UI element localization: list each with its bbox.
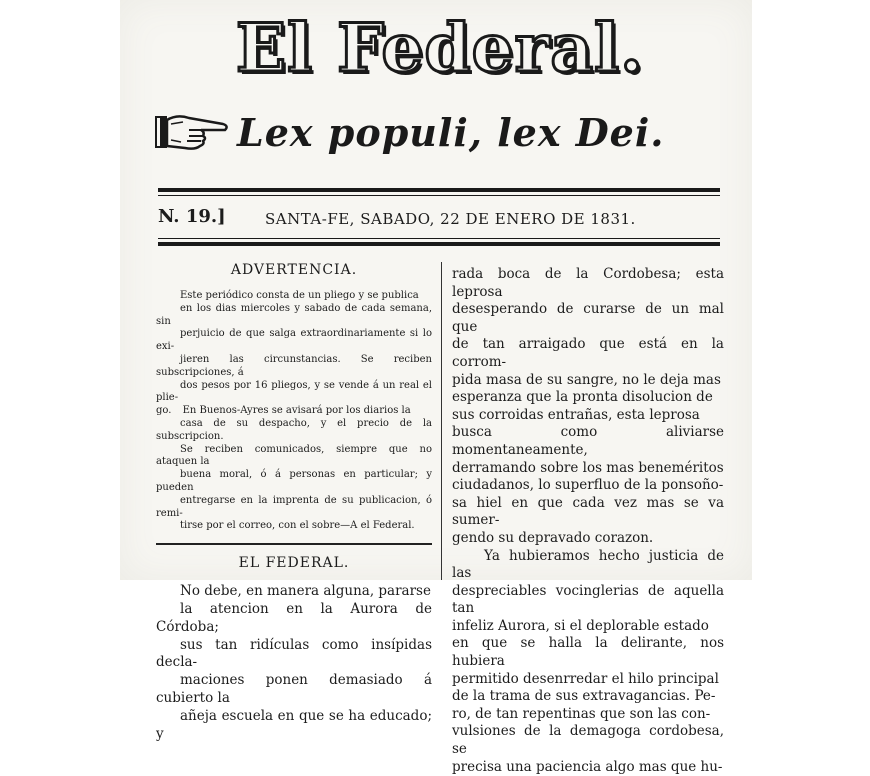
text-line: esperanza que la pronta disolucion de <box>452 389 724 407</box>
text-line: maciones ponen demasiado á cubierto la <box>156 672 432 708</box>
issue-number: N. 19.] <box>158 206 226 227</box>
motto: Lex populi, lex Dei. <box>237 110 665 155</box>
text-line: en los dias miercoles y sabado de cada semana, sin <box>156 303 432 329</box>
text-line: Se reciben comunicados, siempre que no ataquen la <box>156 444 432 470</box>
text-line: gendo su depravado corazon. <box>452 530 724 548</box>
column-divider <box>441 262 442 580</box>
text-line: de la trama de sus extravagancias. Pe- <box>452 688 724 706</box>
issue-date: SANTA-FE, SABADO, 22 DE ENERO DE 1831. <box>265 210 636 228</box>
advertencia-heading: ADVERTENCIA. <box>156 262 432 278</box>
text-line: en que se halla la delirante, nos hubiera <box>452 635 724 670</box>
dateline <box>158 204 720 234</box>
text-line: desesperando de curarse de un mal que <box>452 301 724 336</box>
text-line: ro, de tan repentinas que son las con- <box>452 706 724 724</box>
left-column <box>156 262 432 743</box>
text-line: permitido desenrredar el hilo principal <box>452 671 724 689</box>
top-rule-thin <box>158 195 720 196</box>
text-line: tirse por el correo, con el sobre—A el Federal. <box>156 520 432 533</box>
text-line: despreciables vocinglerias de aquella tan <box>452 583 724 618</box>
section-separator <box>156 543 432 545</box>
text-line: infeliz Aurora, si el deplorable estado <box>452 618 724 636</box>
text-line: busca como aliviarse momentaneamente, <box>452 424 724 459</box>
text-line: sus corroidas entrañas, esta leprosa <box>452 407 724 425</box>
motto-row <box>155 102 665 162</box>
text-line: sa hiel en que cada vez mas se va sumer- <box>452 495 724 530</box>
text-line: precisa una paciencia algo mas que hu- <box>452 759 724 776</box>
bottom-rule-thin <box>158 238 720 239</box>
top-rule-thick <box>158 188 720 192</box>
text-line: de tan arraigado que está en la corrom- <box>452 336 724 371</box>
text-line: Este periódico consta de un pliego y se publica <box>156 290 432 303</box>
text-line: perjuicio de que salga extraordinariamente si lo exi- <box>156 328 432 354</box>
text-line: añeja escuela en que se ha educado; y <box>156 708 432 744</box>
pointing-hand-icon <box>155 110 229 154</box>
text-line: No debe, en manera alguna, pararse <box>156 583 432 601</box>
text-line: Ya hubieramos hecho justicia de las <box>452 548 724 583</box>
text-line: rada boca de la Cordobesa; esta leprosa <box>452 266 724 301</box>
text-line: la atencion en la Aurora de Córdoba; <box>156 601 432 637</box>
federal-article-paragraph <box>156 583 432 743</box>
text-line: entregarse en la imprenta de su publicacion, ó remi- <box>156 495 432 521</box>
text-line: dos pesos por 16 pliegos, y se vende á un real el plie- <box>156 380 432 406</box>
federal-heading: EL FEDERAL. <box>156 555 432 571</box>
masthead-title: El Federal. <box>210 8 670 88</box>
text-line: derramando sobre los mas beneméritos <box>452 460 724 478</box>
text-line: go. <box>156 405 171 416</box>
text-line: buena moral, ó á personas en particular; y pueden <box>156 469 432 495</box>
article-paragraph-2 <box>452 548 724 776</box>
text-line: ciudadanos, lo superfluo de la ponsoño- <box>452 477 724 495</box>
text-line: vulsiones de la demagoga cordobesa, se <box>452 723 724 758</box>
text-line: En Buenos-Ayres se avisará por los diarios la <box>183 405 411 416</box>
text-line: casa de su despacho, y el precio de la subscripcion. <box>156 418 432 444</box>
advertencia-paragraph <box>156 290 432 533</box>
text-line: pida masa de su sangre, no le deja mas <box>452 372 724 390</box>
article-paragraph-1 <box>452 266 724 548</box>
text-line: jieren las circunstancias. Se reciben subscripciones, á <box>156 354 432 380</box>
text-line: sus tan ridículas como insípidas decla- <box>156 637 432 673</box>
right-column <box>452 266 724 776</box>
bottom-rule-thick <box>158 242 720 246</box>
